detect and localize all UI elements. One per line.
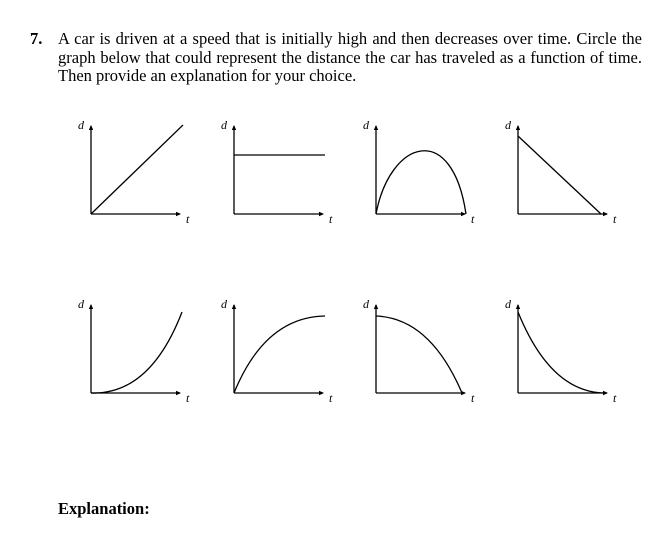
- y-axis-label: d: [221, 118, 227, 132]
- graph-option-6[interactable]: [221, 297, 333, 405]
- y-axis-label: d: [363, 118, 369, 132]
- graph-curve: [91, 125, 183, 214]
- y-axis-label: d: [221, 297, 227, 311]
- x-axis-label: t: [329, 212, 333, 226]
- explanation-label: Explanation:: [58, 499, 150, 518]
- graph-curve: [376, 316, 462, 393]
- graph-option-1[interactable]: [78, 118, 190, 226]
- graph-curve: [376, 151, 466, 214]
- x-axis-label: t: [329, 391, 333, 405]
- x-axis-label: t: [613, 391, 617, 405]
- graph-option-2[interactable]: [221, 118, 333, 226]
- graph-option-4[interactable]: [505, 118, 617, 226]
- graph-option-5[interactable]: [78, 297, 190, 405]
- problem-text: A car is driven at a speed that is initially high and then decreases over time. Circle the graph below that could represent the distance the car has traveled as a function of time. Then provide an explanation for your choice.: [58, 29, 642, 85]
- y-axis-label: d: [363, 297, 369, 311]
- graph-curve: [518, 136, 601, 214]
- x-axis-label: t: [186, 212, 190, 226]
- graph-option-3[interactable]: [363, 118, 475, 226]
- graph-curve: [234, 316, 325, 393]
- graph-option-7[interactable]: [363, 297, 475, 405]
- x-axis-label: t: [613, 212, 617, 226]
- y-axis-label: d: [78, 118, 84, 132]
- x-axis-label: t: [471, 391, 475, 405]
- y-axis-label: d: [505, 118, 511, 132]
- graph-curve: [518, 312, 603, 393]
- y-axis-label: d: [505, 297, 511, 311]
- problem-number: 7.: [30, 29, 43, 48]
- graph-curve: [91, 312, 182, 393]
- x-axis-label: t: [471, 212, 475, 226]
- graph-option-8[interactable]: [505, 297, 617, 405]
- x-axis-label: t: [186, 391, 190, 405]
- y-axis-label: d: [78, 297, 84, 311]
